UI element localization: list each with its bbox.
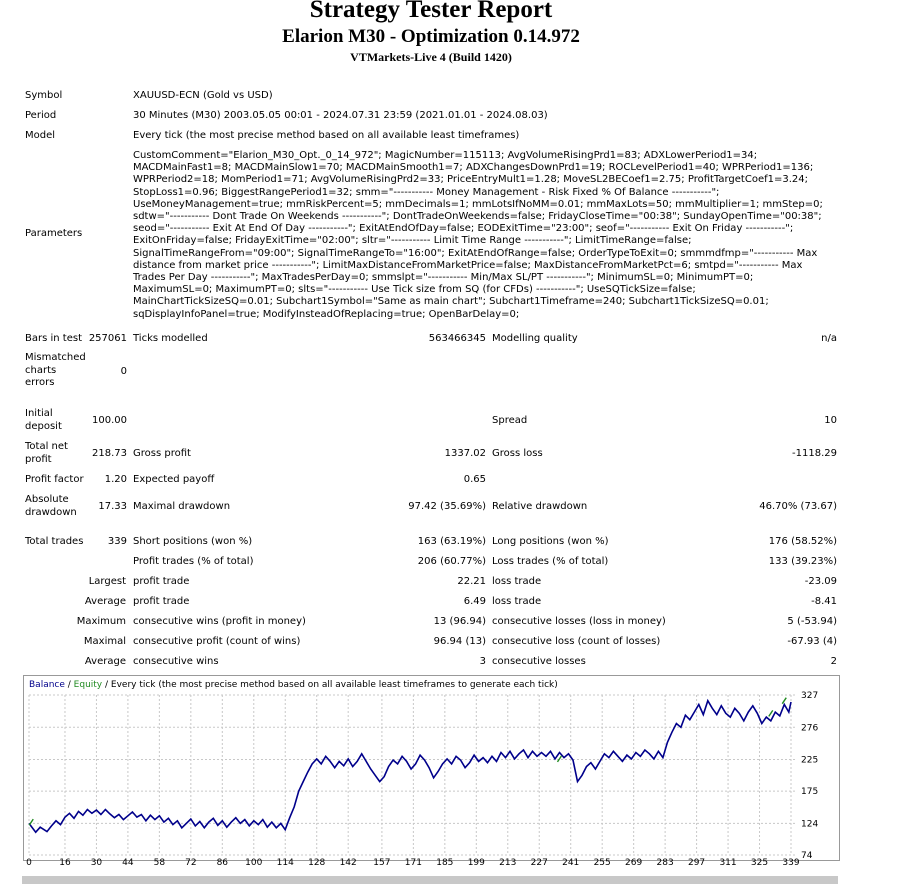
balance-line (29, 701, 791, 833)
payoff-value: 0.65 (463, 474, 486, 485)
max-losses-value: 5 (-53.94) (787, 616, 837, 627)
reldd-label: Relative drawdown (492, 501, 588, 512)
largest-loss-value: -23.09 (804, 576, 837, 587)
y-tick-label: 327 (801, 691, 819, 701)
equity-mark (29, 819, 33, 825)
x-tick-label: 0 (26, 858, 32, 868)
legend-balance: Balance (29, 680, 65, 690)
x-tick-label: 213 (499, 858, 517, 868)
deposit-value: 100.00 (92, 415, 127, 426)
parameters-value: CustomComment="Elarion_M30_Opt._0_14_972"; MagicNumber=115113; AvgVolumeRisingPrd1=83; ADXLowerPeriod1=34; MACDMainFast1=8; MACDMainSlow1=70; MACDMainSmooth1=7; ADXChangesDownPrd1=19; ROCLevelPeriod1=40; WPRPeriod1=136; WPRPeriod2=18; MomPeriod1=71; AvgVolumeRisingPrd2=33; PriceEntryMult1=1.28; MoveSL2BECoef1=2.75; ProfitTargetCoef1=3.24; StopLoss1=0.96; BiggestRangePeriod1=32; smm="----------- Money Management - Risk Fixed % Of Balance -----------"; UseMoneyManagement=true; mmRiskPercent=5; mmDecimals=1; mmLotsIfNoMM=0.01; mmMaxLots=50; mmMultiplier=1; mmStep=0; sdtw="----------- Dont Trade On Weekends -----------"; DontTradeOnWeekends=false; FridayCloseTime="00:38"; SundayOpenTime="00:38"; seod="----------- Exit At End Of Day -----------"; ExitAtEndOfDay=false; EODExitTime="23:00"; seof="----------- Exit On Friday -----------"; ExitOnFriday=false; FridayExitTime="02:00"; sltr="----------- Limit Time Range -----------"; LimitTimeRange=false; SignalTimeRangeFrom="09:00"; SignalTimeRangeTo="16:00"; ExitAtEndOfRange=false; OrderTypeToExit=0; smmmdfmp="----------- Max distance from market price -----------"; LimitMaxDistanceFromMarketPrice=false; MaxDistanceFromMarketPct=6; smtpd="----------- Max Trades Per Day -----------"; MaxTradesPerDay=0; smmslpt="----------- Min/Max SL/PT -----------"; MinimumSL=0; MinimumPT=0; MaximumSL=0; MaximumPT=0; slts="----------- Use Tick size from SQ (for CFDs) -----------"; UseSQTickSize=false; MainChartTickSizeSQ=0.01; Subchart1Symbol="Same as main chart"; Subchart1Timeframe=240; Subchart1TickSizeSQ=0.01; sqDisplayInfoPanel=true; ModifyInsteadOfReplacing=true; OpenBarDelay=0; (133, 150, 823, 320)
long-value: 176 (58.52%) (768, 536, 837, 547)
avg-wins-value: 3 (479, 656, 486, 667)
max-wins-value: 13 (96.94) (433, 616, 486, 627)
bars-label: Bars in test (25, 333, 82, 344)
avg-wins-label: consecutive wins (133, 656, 219, 667)
x-tick-label: 325 (750, 858, 769, 868)
balance-chart (23, 675, 840, 868)
largest-profit-value: 22.21 (457, 576, 486, 587)
model-label: Model (25, 130, 56, 141)
report-title: Strategy Tester Report (309, 0, 553, 23)
loss-trades-label: Loss trades (% of total) (492, 556, 609, 567)
spread-value: 10 (824, 415, 837, 426)
x-tick-label: 255 (593, 858, 611, 868)
y-tick-label: 276 (801, 723, 819, 734)
avg-losses-value: 2 (830, 656, 837, 667)
balance-chart-svg (24, 676, 839, 868)
x-tick-label: 227 (530, 858, 548, 868)
reldd-value: 46.70% (73.67) (759, 501, 837, 512)
x-tick-label: 157 (373, 858, 391, 868)
x-tick-label: 339 (782, 858, 800, 868)
x-tick-label: 114 (276, 858, 294, 868)
maxdd-label: Maximal drawdown (133, 501, 231, 512)
parameters-label: Parameters (25, 228, 83, 239)
profit-trades-value: 206 (60.77%) (417, 556, 486, 567)
period-value: 30 Minutes (M30) 2003.05.05 00:01 - 2024.07.31 23:59 (2021.01.01 - 2024.08.03) (133, 110, 548, 121)
equity-mark (782, 698, 786, 704)
deposit-label: Initial deposit (25, 408, 62, 432)
equity-mark (557, 756, 561, 762)
profit-trades-label: Profit trades (% of total) (133, 556, 254, 567)
average-profit-label: profit trade (133, 596, 190, 607)
x-tick-label: 185 (436, 858, 454, 868)
model-value: Every tick (the most precise method based on all available least timeframes) (133, 130, 520, 141)
avg-losses-label: consecutive losses (492, 656, 586, 667)
quality-label: Modelling quality (492, 333, 578, 344)
x-tick-label: 311 (719, 858, 737, 868)
maximum-label: Maximum (76, 616, 126, 627)
equity-mark (769, 710, 773, 716)
short-value: 163 (63.19%) (417, 536, 486, 547)
average-profit-value: 6.49 (463, 596, 486, 607)
quality-value: n/a (821, 333, 837, 344)
symbol-value: XAUUSD-ECN (Gold vs USD) (133, 90, 273, 101)
grossloss-value: -1118.29 (792, 448, 837, 459)
ticks-value: 563466345 (428, 333, 486, 344)
trades-label: Total trades (25, 536, 84, 547)
x-tick-label: 283 (656, 858, 674, 868)
trades-table-header (22, 876, 838, 884)
maxdd-value: 97.42 (35.69%) (408, 501, 486, 512)
report-subtitle: Elarion M30 - Optimization 0.14.972 (282, 26, 580, 47)
x-tick-label: 199 (467, 858, 485, 868)
average-loss-value: -8.41 (811, 596, 837, 607)
x-tick-label: 30 (90, 858, 103, 868)
absdd-value: 17.33 (98, 501, 127, 512)
spread-label: Spread (492, 415, 528, 426)
legend-description: / Every tick (the most precise method based on all available least timeframes to generate each tick) (102, 680, 558, 690)
y-tick-label: 124 (801, 819, 819, 830)
bars-value: 257061 (88, 333, 127, 344)
largest-label: Largest (88, 576, 126, 587)
x-tick-label: 58 (153, 858, 166, 868)
legend-sep: / (64, 680, 74, 690)
absdd-label: Absolute drawdown (25, 494, 77, 518)
x-tick-label: 241 (562, 858, 580, 868)
server-name: VTMarkets-Live 4 (Build 1420) (350, 50, 512, 64)
avg-cons-label: Average (84, 656, 126, 667)
trades-value: 339 (107, 536, 127, 547)
period-label: Period (25, 110, 57, 121)
largest-loss-label: loss trade (492, 576, 542, 587)
x-tick-label: 100 (245, 858, 263, 868)
x-tick-label: 86 (216, 858, 229, 868)
pf-label: Profit factor (25, 474, 84, 485)
long-label: Long positions (won %) (492, 536, 609, 547)
grossloss-label: Gross loss (492, 448, 543, 459)
x-tick-label: 16 (59, 858, 71, 868)
equity-marks (29, 698, 786, 825)
maximal-label: Maximal (83, 636, 126, 647)
loss-trades-value: 133 (39.23%) (768, 556, 837, 567)
pf-value: 1.20 (104, 474, 127, 485)
grossprofit-label: Gross profit (133, 448, 191, 459)
x-tick-label: 142 (339, 858, 357, 868)
payoff-label: Expected payoff (133, 474, 215, 485)
maximal-loss-value: -67.93 (4) (787, 636, 837, 647)
netprofit-value: 218.73 (92, 448, 127, 459)
largest-profit-label: profit trade (133, 576, 190, 587)
short-label: Short positions (won %) (133, 536, 253, 547)
y-axis-labels (801, 691, 818, 861)
x-axis-labels (26, 858, 800, 868)
max-losses-label: consecutive losses (loss in money) (492, 616, 666, 627)
maximal-loss-label: consecutive loss (count of losses) (492, 636, 661, 647)
x-tick-label: 171 (404, 858, 422, 868)
y-tick-label: 225 (801, 755, 819, 766)
max-wins-label: consecutive wins (profit in money) (133, 616, 306, 627)
grossprofit-value: 1337.02 (444, 448, 486, 459)
maximal-profit-value: 96.94 (13) (433, 636, 486, 647)
x-tick-label: 44 (122, 858, 134, 868)
x-tick-label: 128 (308, 858, 326, 868)
x-tick-label: 269 (625, 858, 643, 868)
y-tick-label: 175 (801, 787, 819, 798)
netprofit-label: Total net profit (25, 441, 68, 465)
maximal-profit-label: consecutive profit (count of wins) (133, 636, 301, 647)
chart-legend (29, 680, 558, 690)
mismatch-label: Mismatched charts errors (25, 352, 86, 388)
x-tick-label: 297 (687, 858, 706, 868)
chart-grid (29, 695, 797, 855)
mismatch-value: 0 (120, 366, 127, 377)
symbol-label: Symbol (25, 90, 63, 101)
legend-equity: Equity (73, 680, 103, 690)
y-tick-label: 74 (801, 851, 813, 861)
x-tick-label: 72 (185, 858, 197, 868)
average-label: Average (84, 596, 126, 607)
ticks-label: Ticks modelled (133, 333, 208, 344)
average-loss-label: loss trade (492, 596, 542, 607)
